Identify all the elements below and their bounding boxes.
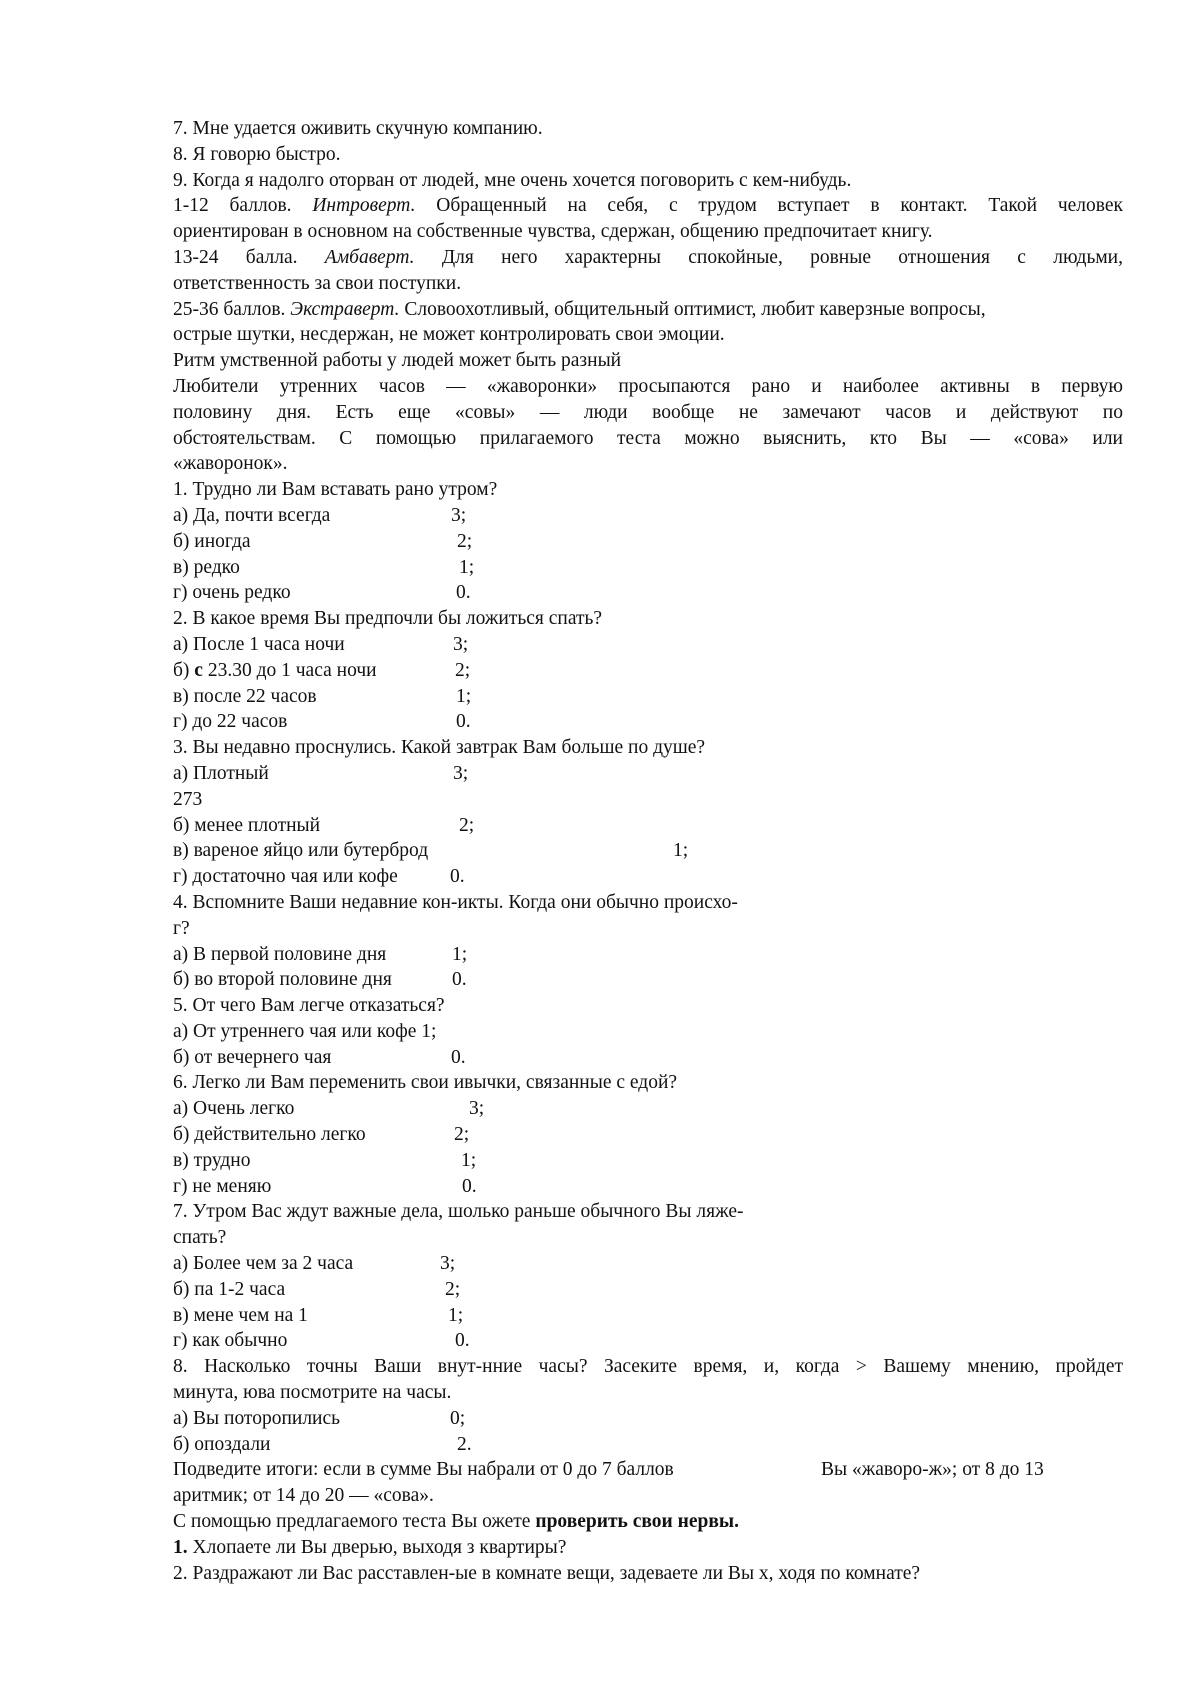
bold-phrase: проверить свои нервы. (535, 1511, 739, 1533)
answer-option: б) менее плотный 2; (173, 813, 1123, 839)
question: 8. Насколько точны Ваши внут-нние часы? Засеките время, и, когда > Вашему мнению, пройдет (173, 1356, 1123, 1378)
text-line: ориентирован в основном на собственные чувства, сдержан, общению предпочитает книгу. (173, 221, 933, 243)
answer-option: б) с 23.30 до 1 часа ночи 2; (173, 658, 1123, 684)
document-body (173, 116, 1123, 1586)
score-value: 3; (453, 633, 469, 655)
answer-option: в) вареное яйцо или бутерброд 1; (173, 838, 1123, 864)
score-value: 0. (456, 582, 471, 604)
text-line: 25-36 баллов. Экстраверт. Словоохотливый, общительный оптимист, любит каверзные вопросы, (173, 298, 986, 320)
question: 2. В какое время Вы предпочли бы ложиться спать? (173, 608, 603, 630)
answer-option: г) до 22 часов 0. (173, 709, 1123, 735)
score-value: 2; (455, 659, 471, 681)
answer-option: в) редко 1; (173, 555, 1123, 581)
answer-option: б) во второй половине дня 0. (173, 967, 1123, 993)
answer-option: а) Плотный 3; (173, 761, 1123, 787)
score-value: 2. (457, 1433, 472, 1455)
text-line: ответственность за свои поступки. (173, 272, 462, 294)
answer-option: б) от вечернего чая 0. (173, 1045, 1123, 1071)
text-line: минута, юва посмотрите на часы. (173, 1382, 452, 1404)
type-ambivert: Амбаверт. (324, 246, 415, 268)
answer-option: г) очень редко 0. (173, 580, 1123, 606)
type-introvert: Интроверт. (312, 195, 416, 217)
question: 2. Раздражают ли Вас расставлен-ые в комнате вещи, задеваете ли Вы х, ходя по комнате? (173, 1562, 921, 1584)
question: 1. Хлопаете ли Вы дверью, выходя з квартиры? (173, 1536, 567, 1558)
text-line: аритмик; от 14 до 20 — «сова». (173, 1485, 434, 1507)
text-line: 13-24 балла. Амбаверт. Для него характерны спокойные, ровные отношения с людьми, (173, 246, 1123, 268)
score-value: 1; (459, 556, 475, 578)
answer-option: в) трудно 1; (173, 1148, 1123, 1174)
answer-option: б) действительно легко 2; (173, 1122, 1123, 1148)
score-value: 3; (440, 1253, 456, 1275)
question: 7. Утром Вас ждут важные дела, шолько раньше обычного Вы ляже- (173, 1201, 744, 1223)
answer-option: б) опоздали 2. (173, 1432, 1123, 1458)
text-line: 1-12 баллов. Интроверт. Обращенный на себя, с трудом вступает в контакт. Такой человек (173, 195, 1123, 217)
score-value: 0. (462, 1175, 477, 1197)
score-value: 1; (448, 1304, 464, 1326)
score-value: 1; (452, 943, 468, 965)
score-value: 3; (469, 1098, 485, 1120)
answer-option: г) не меняю 0. (173, 1174, 1123, 1200)
score-value: 0. (450, 866, 465, 888)
text-line: обстоятельствам. С помощью прилагаемого теста можно выяснить, кто Вы — «сова» или (173, 427, 1123, 449)
score-value: 3; (453, 762, 469, 784)
answer-option: б) па 1-2 часа 2; (173, 1277, 1123, 1303)
answer-option: г) как обычно 0. (173, 1328, 1123, 1354)
text-line: Любители утренних часов — «жаворонки» просыпаются рано и наиболее активны в первую (173, 375, 1123, 397)
score-value: 1; (461, 1149, 477, 1171)
score-value: 0. (455, 1330, 470, 1352)
text-line: спать? (173, 1227, 227, 1249)
answer-option: а) Очень легко 3; (173, 1096, 1123, 1122)
question: 1. Трудно ли Вам вставать рано утром? (173, 479, 498, 501)
answer-option: б) иногда 2; (173, 529, 1123, 555)
score-value: 0. (456, 711, 471, 733)
text-line: 7. Мне удается оживить скучную компанию. (173, 118, 543, 139)
page-number: 273 (173, 788, 203, 810)
text-line: острые шутки, несдержан, не может контролировать свои эмоции. (173, 324, 725, 346)
score-value: 1; (673, 840, 689, 862)
score-value: 3; (451, 504, 467, 526)
question: 6. Легко ли Вам переменить свои ивычки, связанные с едой? (173, 1072, 678, 1094)
text-line: половину дня. Есть еще «совы» — люди вообще не замечают часов и действуют по (173, 401, 1123, 423)
score-value: 2; (454, 1124, 470, 1146)
score-value: 0; (450, 1407, 466, 1429)
question: 4. Вспомните Ваши недавние кон-икты. Когда они обычно происхо- (173, 891, 738, 913)
text-line: 8. Я говорю быстро. (173, 143, 341, 165)
score-value: 2; (445, 1278, 461, 1300)
answer-option: а) Да, почти всегда 3; (173, 503, 1123, 529)
answer-option: а) Вы поторопились 0; (173, 1406, 1123, 1432)
answer-option: а) После 1 часа ночи 3; (173, 632, 1123, 658)
text-line: С помощью предлагаемого теста Вы ожете проверить свои нервы. (173, 1511, 739, 1533)
text-line: Подведите итоги: если в сумме Вы набрали от 0 до 7 баллов Вы «жаворо-ж»; от 8 до 13 (173, 1459, 1044, 1481)
question: 3. Вы недавно проснулись. Какой завтрак Вам больше по душе? (173, 737, 706, 759)
text-line: «жаворонок». (173, 453, 288, 475)
answer-option: а) Более чем за 2 часа 3; (173, 1251, 1123, 1277)
score-value: 1; (456, 685, 472, 707)
score-value: 0. (451, 1046, 466, 1068)
question: 5. От чего Вам легче отказаться? (173, 995, 445, 1017)
text-line: г? (173, 917, 190, 939)
answer-option: в) мене чем на 1 1; (173, 1303, 1123, 1329)
answer-option: а) От утреннего чая или кофе 1; (173, 1020, 437, 1042)
text-line: Ритм умственной работы у людей может быть разный (173, 350, 622, 372)
text-line: 9. Когда я надолго оторван от людей, мне очень хочется поговорить с кем-нибудь. (173, 169, 852, 191)
score-value: 2; (459, 814, 475, 836)
score-value: 0. (452, 969, 467, 991)
score-value: 2; (457, 530, 473, 552)
answer-option: а) В первой половине дня 1; (173, 942, 1123, 968)
answer-option: в) после 22 часов 1; (173, 684, 1123, 710)
type-extravert: Экстраверт. (290, 298, 400, 320)
answer-option: г) достаточно чая или кофе 0. (173, 864, 1123, 890)
